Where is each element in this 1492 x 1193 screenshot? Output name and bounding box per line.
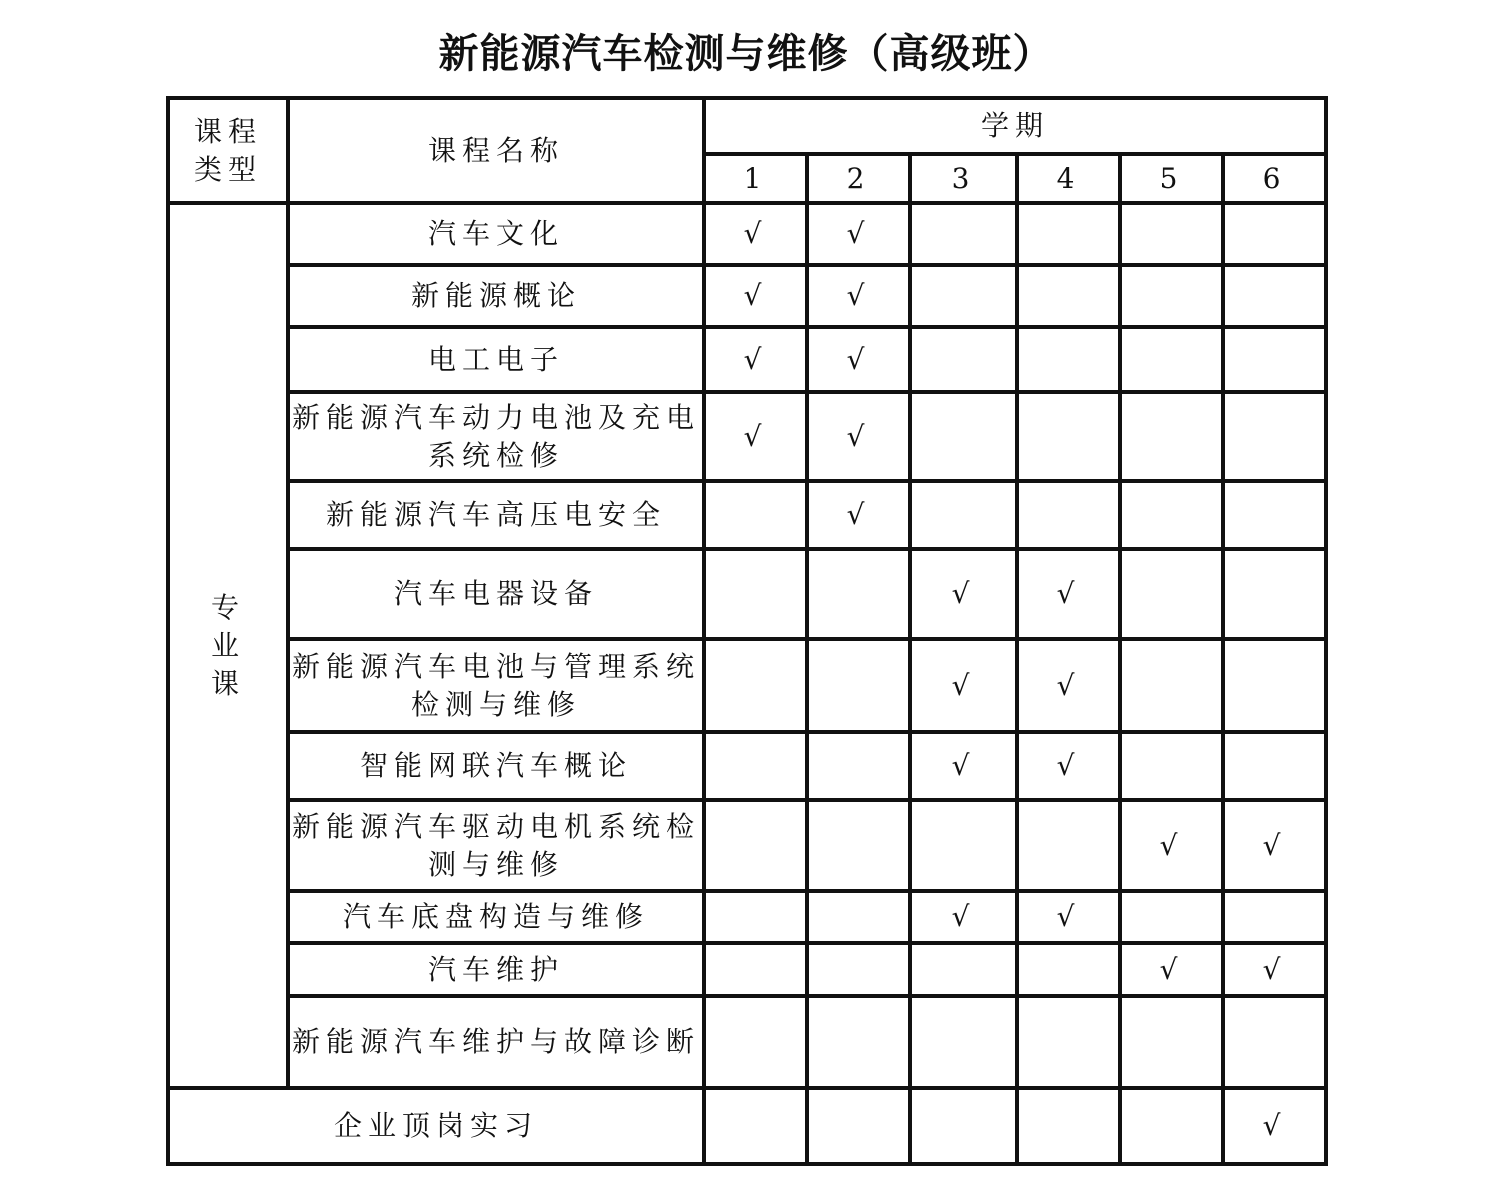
check-mark bbox=[1120, 203, 1223, 265]
course-name: 新能源汽车高压电安全 bbox=[288, 481, 704, 549]
check-mark: √ bbox=[1223, 943, 1326, 996]
check-mark: √ bbox=[1017, 639, 1120, 732]
course-name: 新能源汽车电池与管理系统检测与维修 bbox=[288, 639, 704, 732]
check-mark bbox=[807, 996, 910, 1088]
check-mark bbox=[807, 639, 910, 732]
course-name: 汽车维护 bbox=[288, 943, 704, 996]
course-row bbox=[168, 800, 1326, 891]
check-mark bbox=[910, 1088, 1017, 1164]
check-mark bbox=[807, 800, 910, 891]
check-mark bbox=[1120, 732, 1223, 800]
check-mark bbox=[1223, 392, 1326, 481]
internship-row bbox=[168, 1088, 1326, 1164]
course-row bbox=[168, 481, 1326, 549]
check-mark: √ bbox=[704, 392, 807, 481]
category-line2: 业 bbox=[210, 628, 245, 662]
check-mark bbox=[1120, 639, 1223, 732]
check-mark: √ bbox=[1223, 800, 1326, 891]
check-mark bbox=[910, 265, 1017, 327]
category-line1: 专 bbox=[210, 590, 245, 624]
check-mark: √ bbox=[1120, 943, 1223, 996]
check-mark bbox=[1120, 891, 1223, 943]
course-name: 新能源概论 bbox=[288, 265, 704, 327]
check-mark bbox=[704, 549, 807, 639]
check-mark: √ bbox=[807, 265, 910, 327]
semester-header: 学期 bbox=[704, 98, 1326, 154]
check-mark bbox=[910, 327, 1017, 392]
check-mark bbox=[1120, 265, 1223, 327]
check-mark bbox=[807, 732, 910, 800]
check-mark bbox=[704, 996, 807, 1088]
course-schedule-table bbox=[166, 96, 1328, 1166]
check-mark bbox=[1223, 203, 1326, 265]
check-mark: √ bbox=[1017, 732, 1120, 800]
check-mark bbox=[1017, 943, 1120, 996]
semester-5-header: 5 bbox=[1120, 154, 1223, 203]
check-mark bbox=[910, 481, 1017, 549]
check-mark bbox=[807, 943, 910, 996]
check-mark bbox=[1223, 996, 1326, 1088]
category-professional bbox=[168, 203, 288, 1088]
check-mark bbox=[910, 996, 1017, 1088]
check-mark bbox=[910, 800, 1017, 891]
check-mark bbox=[807, 549, 910, 639]
check-mark bbox=[1120, 392, 1223, 481]
check-mark bbox=[1017, 481, 1120, 549]
check-mark bbox=[1120, 549, 1223, 639]
course-row bbox=[168, 203, 1326, 265]
internship-name: 企业顶岗实习 bbox=[168, 1088, 704, 1164]
check-mark: √ bbox=[704, 203, 807, 265]
check-mark bbox=[1223, 265, 1326, 327]
check-mark bbox=[1223, 481, 1326, 549]
course-row bbox=[168, 327, 1326, 392]
check-mark bbox=[807, 891, 910, 943]
check-mark bbox=[704, 639, 807, 732]
check-mark: √ bbox=[704, 327, 807, 392]
check-mark bbox=[1017, 800, 1120, 891]
course-name: 新能源汽车维护与故障诊断 bbox=[288, 996, 704, 1088]
check-mark bbox=[1017, 265, 1120, 327]
course-type-header-line1: 课程 bbox=[193, 114, 262, 148]
check-mark: √ bbox=[910, 732, 1017, 800]
course-row bbox=[168, 732, 1326, 800]
course-name: 智能网联汽车概论 bbox=[288, 732, 704, 800]
check-mark: √ bbox=[910, 639, 1017, 732]
course-row bbox=[168, 996, 1326, 1088]
check-mark bbox=[1223, 327, 1326, 392]
check-mark bbox=[1223, 639, 1326, 732]
course-row bbox=[168, 891, 1326, 943]
header-row bbox=[168, 98, 1326, 154]
course-name: 新能源汽车驱动电机系统检测与维修 bbox=[288, 800, 704, 891]
page-title: 新能源汽车检测与维修（高级班） bbox=[438, 31, 1054, 77]
check-mark bbox=[910, 203, 1017, 265]
check-mark bbox=[1017, 1088, 1120, 1164]
check-mark bbox=[910, 392, 1017, 481]
check-mark: √ bbox=[1223, 1088, 1326, 1164]
category-line3: 课 bbox=[210, 666, 245, 700]
check-mark bbox=[1223, 549, 1326, 639]
check-mark: √ bbox=[910, 549, 1017, 639]
check-mark bbox=[1223, 732, 1326, 800]
course-row bbox=[168, 943, 1326, 996]
check-mark: √ bbox=[807, 203, 910, 265]
course-name: 电工电子 bbox=[288, 327, 704, 392]
check-mark bbox=[1120, 996, 1223, 1088]
check-mark bbox=[704, 943, 807, 996]
course-row bbox=[168, 265, 1326, 327]
check-mark bbox=[1223, 891, 1326, 943]
semester-4-header: 4 bbox=[1017, 154, 1120, 203]
check-mark: √ bbox=[704, 265, 807, 327]
check-mark: √ bbox=[1017, 891, 1120, 943]
check-mark: √ bbox=[807, 481, 910, 549]
course-name: 汽车底盘构造与维修 bbox=[288, 891, 704, 943]
check-mark: √ bbox=[910, 891, 1017, 943]
check-mark bbox=[1017, 996, 1120, 1088]
check-mark bbox=[1120, 481, 1223, 549]
check-mark bbox=[1017, 203, 1120, 265]
check-mark bbox=[704, 481, 807, 549]
check-mark bbox=[1120, 1088, 1223, 1164]
course-name-header: 课程名称 bbox=[288, 98, 704, 203]
semester-6-header: 6 bbox=[1223, 154, 1326, 203]
check-mark bbox=[807, 1088, 910, 1164]
course-row bbox=[168, 549, 1326, 639]
course-row bbox=[168, 392, 1326, 481]
course-row bbox=[168, 639, 1326, 732]
check-mark: √ bbox=[1017, 549, 1120, 639]
check-mark bbox=[1017, 327, 1120, 392]
check-mark bbox=[704, 1088, 807, 1164]
check-mark bbox=[1017, 392, 1120, 481]
check-mark bbox=[704, 891, 807, 943]
course-name: 汽车电器设备 bbox=[288, 549, 704, 639]
course-name: 汽车文化 bbox=[288, 203, 704, 265]
check-mark bbox=[704, 732, 807, 800]
course-type-header-line2: 类型 bbox=[193, 152, 262, 186]
check-mark bbox=[1120, 327, 1223, 392]
course-type-header bbox=[168, 98, 288, 203]
semester-3-header: 3 bbox=[910, 154, 1017, 203]
semester-2-header: 2 bbox=[807, 154, 910, 203]
course-name: 新能源汽车动力电池及充电系统检修 bbox=[288, 392, 704, 481]
check-mark: √ bbox=[807, 327, 910, 392]
check-mark: √ bbox=[1120, 800, 1223, 891]
check-mark bbox=[910, 943, 1017, 996]
check-mark: √ bbox=[807, 392, 910, 481]
check-mark bbox=[704, 800, 807, 891]
semester-1-header: 1 bbox=[704, 154, 807, 203]
